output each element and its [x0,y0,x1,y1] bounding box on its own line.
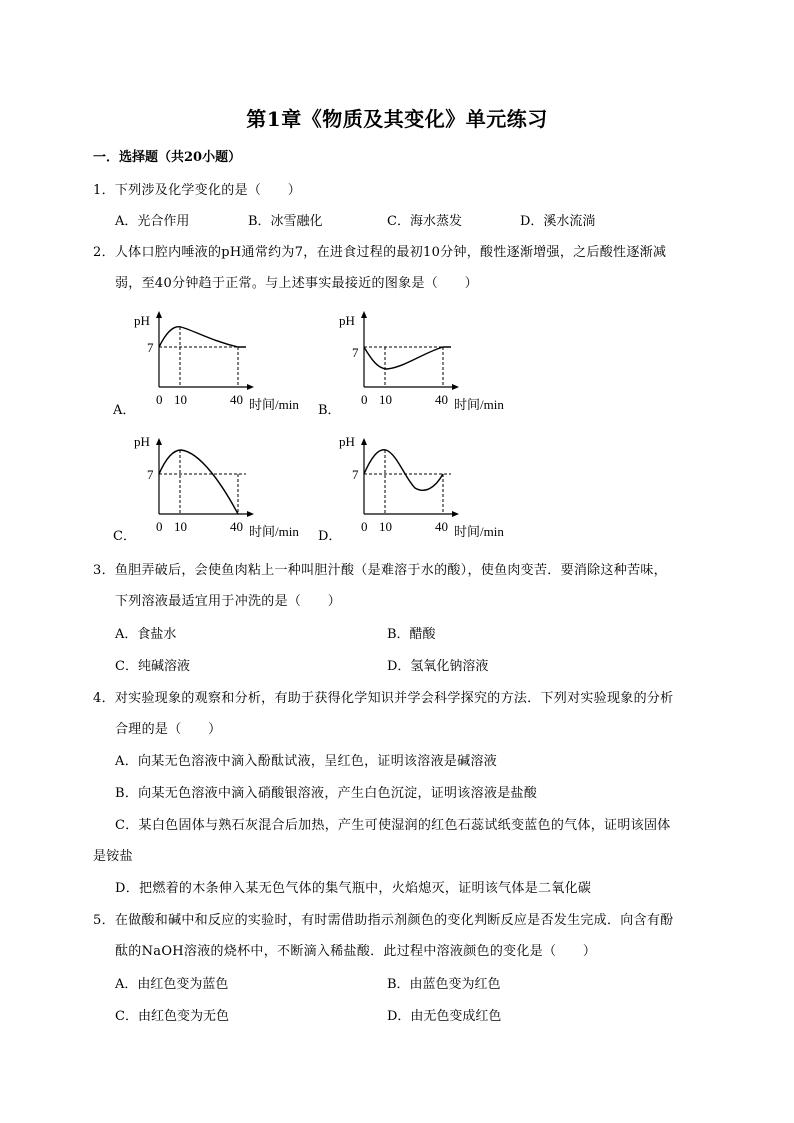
graph-c-label: C． [113,529,136,544]
graph-d-xlabel: 时间/min [454,524,504,539]
q3-stem-line1: 3．鱼胆弄破后，会使鱼肉粘上一种叫胆汁酸（是难溶于水的酸），使鱼肉变苦．要消除这种苦味， [93,563,667,578]
q4-option-a: A．向某无色溶液中滴入酚酞试液，呈红色，证明该溶液是碱溶液 [115,754,498,769]
q1-option-b: B．冰雪融化 [248,214,323,229]
q4-option-c-line2: 是铵盐 [93,849,133,864]
q4-stem-line1: 4．对实验现象的观察和分析，有助于获得化学知识并学会科学探究的方法．下列对实验现象的分析 [93,691,674,706]
q3-option-a: A．食盐水 [115,627,177,642]
graph-b [335,305,515,415]
graph-b-xlabel: 时间/min [454,397,504,412]
q2-stem-line1: 2．人体口腔内唾液的pH通常约为7，在进食过程的最初10分钟，酸性逐渐增强，之后酸性逐渐减 [93,245,667,260]
graph-a-xlabel: 时间/min [249,397,299,412]
q5-option-d: D．由无色变成红色 [387,1009,502,1024]
graph-c-xlabel: 时间/min [249,524,299,539]
q5-stem-line1: 5．在做酸和碱中和反应的实验时，有时需借助指示剂颜色的变化判断反应是否发生完成．向含有酚 [93,913,674,928]
graph-a-ylabel: pH [134,313,150,328]
graph-d-ylabel: pH [339,434,355,449]
graph-a [130,305,310,415]
graph-c-xtick-40: 40 [230,519,243,534]
graph-c-ylabel: pH [134,434,150,449]
q1-option-c: C．海水蒸发 [387,214,462,229]
q5-option-b: B．由蓝色变为红色 [387,977,501,992]
graph-d-ytick: 7 [352,467,359,482]
q2-stem-line2: 弱，至40分钟趋于正常。与上述事实最接近的图象是（ ） [115,276,478,291]
q3-option-d: D．氢氧化钠溶液 [387,659,489,674]
graph-d-xtick-10: 10 [379,519,392,534]
graph-a-ytick: 7 [147,340,154,355]
graph-d-label: D． [318,529,342,544]
page-title: 第1章《物质及其变化》单元练习 [246,107,548,131]
graph-d [335,432,515,542]
graph-b-label: B． [318,403,341,418]
graph-a-xtick-40: 40 [230,392,243,407]
graph-c-xtick-0: 0 [156,519,163,534]
q5-stem-line2: 酞的NaOH溶液的烧杯中，不断滴入稀盐酸．此过程中溶液颜色的变化是（ ） [115,944,597,959]
q4-option-c-line1: C．某白色固体与熟石灰混合后加热，产生可使湿润的红色石蕊试纸变蓝色的气体，证明该固体 [115,818,671,833]
q4-option-d: D．把燃着的木条伸入某无色气体的集气瓶中，火焰熄灭，证明该气体是二氧化碳 [115,881,592,896]
q3-stem-line2: 下列溶液最适宜用于冲洗的是（ ） [115,594,342,609]
q1-option-d: D．溪水流淌 [520,214,596,229]
graph-c-ytick: 7 [147,467,154,482]
q5-option-a: A．由红色变为蓝色 [115,977,229,992]
graph-a-xtick-10: 10 [174,392,187,407]
q1-stem: 1．下列涉及化学变化的是（ ） [93,183,302,198]
q5-option-c: C．由红色变为无色 [115,1009,229,1024]
graph-b-xtick-10: 10 [379,392,392,407]
graph-b-ylabel: pH [339,313,355,328]
graph-b-xtick-0: 0 [361,392,368,407]
section-heading: 一．选择题（共20小题） [93,150,242,165]
q4-option-b: B．向某无色溶液中滴入硝酸银溶液，产生白色沉淀，证明该溶液是盐酸 [115,786,538,801]
graph-b-ytick: 7 [352,345,359,360]
q4-stem-line2: 合理的是（ ） [115,722,222,737]
graph-d-xtick-0: 0 [361,519,368,534]
graph-a-label: A． [113,403,136,418]
graph-c [130,432,310,542]
graph-a-xtick-0: 0 [156,392,163,407]
graph-d-xtick-40: 40 [435,519,448,534]
graph-b-xtick-40: 40 [435,392,448,407]
q3-option-c: C．纯碱溶液 [115,659,190,674]
graph-c-xtick-10: 10 [174,519,187,534]
q3-option-b: B．醋酸 [387,627,436,642]
q1-option-a: A．光合作用 [115,214,190,229]
